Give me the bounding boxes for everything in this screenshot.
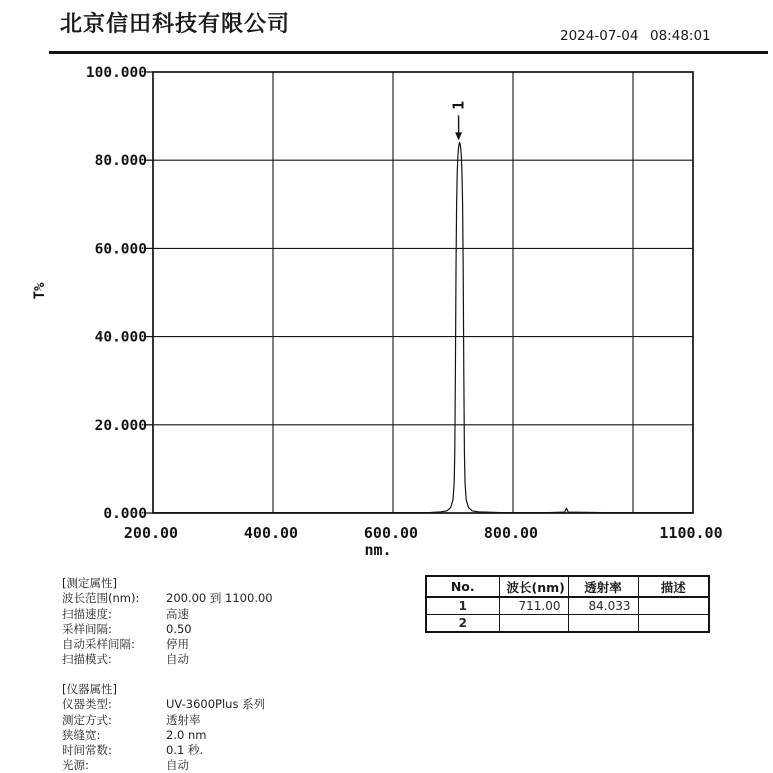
svg-text:T%: T%	[32, 282, 48, 300]
peak-wavelength	[499, 615, 568, 633]
property-row	[62, 622, 402, 637]
property-row	[62, 743, 402, 758]
table-row	[426, 597, 709, 615]
peak-transmittance: 84.033	[568, 597, 638, 615]
property-label: 波长范围(nm):	[62, 591, 140, 606]
property-value: 透射率	[166, 712, 201, 727]
svg-text:20.000: 20.000	[94, 417, 147, 434]
peak-table-header-row	[426, 576, 709, 597]
property-row	[62, 591, 402, 606]
col-header-wavelength: 波长(nm)	[499, 576, 568, 597]
svg-text:60.000: 60.000	[94, 241, 147, 258]
property-label: 时间常数:	[62, 743, 112, 758]
property-row	[62, 697, 402, 712]
svg-text:400.00: 400.00	[243, 524, 299, 542]
svg-text:1100.00: 1100.00	[659, 524, 723, 542]
peak-transmittance	[568, 615, 638, 633]
property-label: 测定方式:	[62, 712, 112, 727]
col-header-transmittance: 透射率	[568, 576, 638, 597]
peak-description	[638, 615, 709, 633]
svg-text:1: 1	[449, 100, 468, 110]
svg-text:100.000: 100.000	[85, 65, 147, 81]
property-label: 扫描模式:	[62, 652, 112, 667]
property-value: 2.0 nm	[166, 727, 207, 742]
measurement-properties-block	[62, 576, 402, 668]
property-row	[62, 652, 402, 667]
property-value: 0.1 秒.	[166, 743, 204, 758]
property-value: 停用	[166, 637, 189, 652]
property-value: 高速	[166, 606, 189, 621]
svg-text:800.00: 800.00	[483, 524, 539, 542]
property-label: 采样间隔:	[62, 621, 112, 636]
property-label: 光源:	[62, 758, 89, 773]
svg-text:80.000: 80.000	[94, 153, 147, 170]
property-row	[62, 758, 402, 773]
svg-text:nm.: nm.	[364, 541, 392, 559]
company-title: 北京信田科技有限公司	[60, 12, 291, 37]
property-label: 仪器类型:	[62, 697, 112, 712]
property-label: 扫描速度:	[62, 606, 112, 621]
property-value: 自动	[166, 758, 189, 773]
property-row	[62, 713, 402, 728]
property-label: 狭缝宽:	[62, 727, 101, 742]
svg-text:600.00: 600.00	[363, 524, 419, 542]
property-row	[62, 728, 402, 743]
property-value: 0.50	[166, 621, 192, 636]
table-row	[426, 615, 709, 633]
instrument-properties-block	[62, 682, 402, 773]
property-row	[62, 607, 402, 622]
peak-description	[638, 597, 709, 615]
svg-text:200.00: 200.00	[123, 524, 179, 542]
col-header-no: No.	[426, 576, 499, 597]
section-title: [仪器属性]	[62, 682, 117, 696]
svg-text:0.000: 0.000	[103, 506, 147, 522]
property-label: 自动采样间隔:	[62, 637, 135, 652]
peak-no: 1	[426, 597, 499, 615]
report-date: 2024-07-04	[560, 28, 639, 44]
property-value: 自动	[166, 652, 189, 667]
property-value: UV-3600Plus 系列	[166, 697, 266, 712]
svg-text:40.000: 40.000	[94, 329, 147, 346]
peak-wavelength: 711.00	[499, 597, 568, 615]
property-row	[62, 637, 402, 652]
report-time: 08:48:01	[650, 28, 711, 44]
property-value: 200.00 到 1100.00	[166, 591, 273, 606]
peak-table	[425, 575, 710, 633]
section-title: [测定属性]	[62, 576, 117, 590]
peak-no: 2	[426, 615, 499, 633]
peak-annotation-label	[450, 101, 468, 110]
col-header-description: 描述	[638, 576, 709, 597]
